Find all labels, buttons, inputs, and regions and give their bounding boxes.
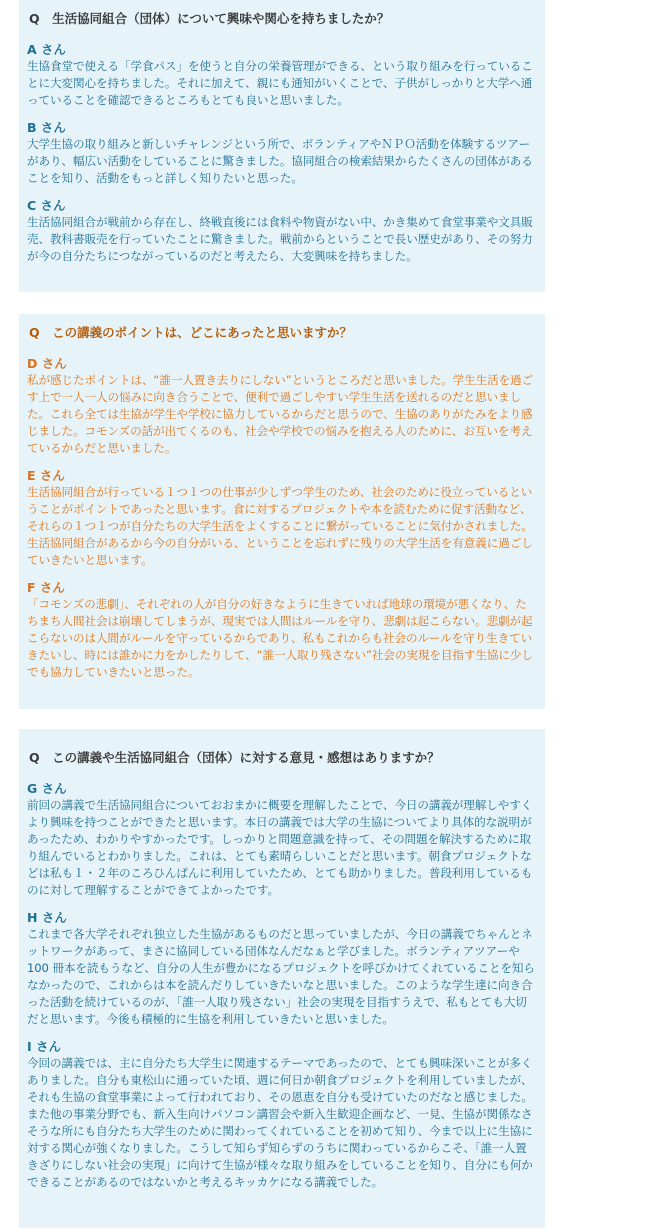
answer-entry bbox=[27, 909, 537, 1028]
answer-text: 大学生協の取り組みと新しいチャレンジという所で、ボランティアやＮＰＯ活動を体験するツアーがあり、幅広い活動をしていることに驚きました。協同組合の検索結果からたくさんの団体があることを知り、活動をもっと詳しく知りたいと思った。 bbox=[27, 137, 533, 185]
answer-entry bbox=[27, 41, 537, 109]
answer-text: 生活協同組合が行っている１つ１つの仕事が少しずつ学生のため、社会のために役立っているということがポイントであったと思います。食に対するプロジェクトや本を読むために促す活動など、それらの１つ１つが自分たちの大学生活をよくすることに繋がっていることに気付かされました。生活協同組合があるから今の自分がいる、ということを忘れずに残りの大学生活を有意義に過ごしていきたいと思います。 bbox=[27, 485, 533, 567]
respondent-name: I さん bbox=[27, 1039, 62, 1054]
answer-text: 生協食堂で使える「学食パス」を使うと自分の栄養管理ができる、という取り組みを行っていることに大変関心を持ちました。それに加えて、親にも通知がいくことで、子供がしっかりと大学へ通っていることを確認できるところもとても良いと思いました。 bbox=[27, 59, 533, 107]
respondent-name: F さん bbox=[27, 580, 65, 595]
qa-section-opinion bbox=[19, 729, 545, 1228]
respondent-name: H さん bbox=[27, 910, 67, 925]
respondent-name: C さん bbox=[27, 198, 66, 213]
answer-text: 「コモンズの悲劇」、それぞれの人が自分の好きなように生きていれば地球の環境が悪くなり、たちまち人間社会は崩壊してしまうが、現実では人間はルールを守り、悲劇は起こらない。悲劇が起こらないのは人間がルールを守っているからであり、私もこれからも社会のルールを守り生きていきたいし、時には誰かに力をかしたりして、“誰一人取り残さない”社会の実現を目指す生協に少しでも協力していきたいと思った。 bbox=[27, 597, 533, 679]
answer-entry bbox=[27, 355, 537, 457]
answer-entry bbox=[27, 119, 537, 187]
respondent-name: G さん bbox=[27, 781, 67, 796]
answer-text: 今回の講義では、主に自分たち大学生に関連するテーマであったので、とても興味深いことが多くありました。自分も東松山に通っていた頃、週に何日か朝食プロジェクトを利用していましたが、それも生協の食堂事業によって行われており、その恩恵を自分も受けていたのだなと感じました。また他の事業分野でも、新入生向けパソコン講習会や新入生歓迎企画など、一見、生協が関係なさそうな所にも自分たち大学生のために関わってくれていることを初めて知り、今まで以上に生協に対する関心が強くなりました。こうして知らず知らずのうちに関わっているからこそ、「誰一人置きざりにしない社会の実現」に向けて生協が様々な取り組みをしていることを知り、自分にも何かできることがあるのではないかと考えるキッカケになる講義でした。 bbox=[27, 1056, 533, 1189]
qa-section-point bbox=[19, 314, 545, 709]
answer-text: 生活協同組合が戦前から存在し、終戦直後には食料や物資がない中、かき集めて食堂事業や文具販売、教科書販売を行っていたことに驚きました。戦前からということで長い歴史があり、その努力が今の自分たちにつながっているのだと考えたら、大変興味を持ちました。 bbox=[27, 215, 533, 263]
question-heading: Q 生活協同組合（団体）について興味や関心を持ちましたか？ bbox=[29, 11, 390, 26]
answer-entry bbox=[27, 1038, 537, 1191]
qa-section-interest bbox=[19, 0, 545, 292]
answer-text: 私が感じたポイントは、“誰一人置き去りにしない”というところだと思いました。学生生活を過ごす上で一人一人の悩みに向き合うことで、便利で過ごしやすい学生生活を送れるのだと思いました。これら全ては生協が学生や学校に協力しているからだと思うので、生協のありがたみをより感じました。コモンズの話が出てくるのも、社会や学校での悩みを抱える人のために、お互いを考えているからだと思いました。 bbox=[27, 373, 534, 455]
respondent-name: A さん bbox=[27, 42, 67, 57]
answer-text: 前回の講義で生活協同組合についておおまかに概要を理解したことで、今日の講義が理解しやすくより興味を持つことができたと思います。本日の講義では大学の生協についてより具体的な説明があったため、わかりやすかったです。しっかりと問題意識を持って、その問題を解決するために取り組んでいるとわかりました。これは、とても素晴らしいことだと思います。朝食プロジェクトなどは私も１・２年のころひんぱんに利用していたため、とても助かりました。普段利用しているものに対して理解することができてよかったです。 bbox=[27, 798, 533, 897]
respondent-name: E さん bbox=[27, 468, 65, 483]
answer-text: これまで各大学それぞれ独立した生協があるものだと思っていましたが、今日の講義でちゃんとネットワークがあって、まさに協同している団体なんだなぁと学びました。ボランティアツアーや 100 冊本を読もうなど、自分の人生が豊かになるプロジェクトを呼びかけてくれていることを知らなかったので、これからは本を読んだりしていきたいなと思いました。このような学生達に向き合った活動を続けているのが、「誰一人取り残さない」社会の実現を目指すうえで、私もとても大切だと思います。今後も積極的に生協を利用していきたいと思いました。 bbox=[27, 927, 535, 1026]
question-heading: Q この講義のポイントは、どこにあったと思いますか？ bbox=[29, 325, 353, 340]
respondent-name: D さん bbox=[27, 356, 67, 371]
answer-entry bbox=[27, 197, 537, 265]
respondent-name: B さん bbox=[27, 120, 66, 135]
answer-entry bbox=[27, 780, 537, 899]
answer-entry bbox=[27, 579, 537, 681]
question-heading: Q この講義や生活協同組合（団体）に対する意見・感想はありますか？ bbox=[29, 750, 440, 765]
answer-entry bbox=[27, 467, 537, 569]
